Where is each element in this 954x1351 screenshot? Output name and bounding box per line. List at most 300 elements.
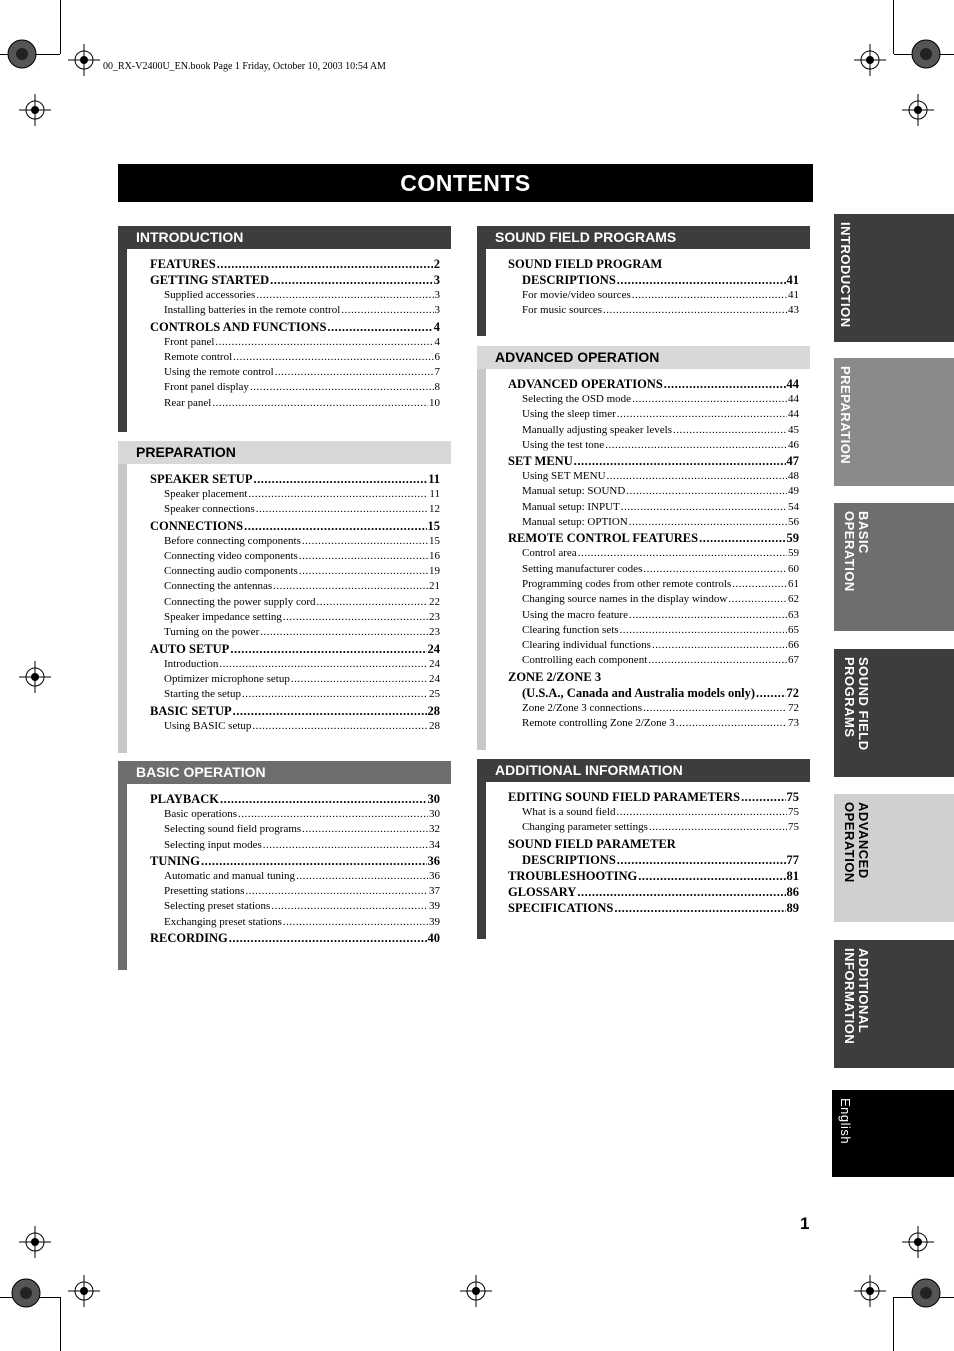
toc-entry[interactable] <box>508 469 799 484</box>
toc-entry[interactable] <box>150 518 440 534</box>
toc-entry[interactable] <box>150 719 440 734</box>
toc-dot-leader <box>302 822 428 837</box>
toc-entry[interactable] <box>150 838 440 853</box>
toc-dot-leader <box>215 335 433 350</box>
side-tab-label: PREPARATION <box>838 366 853 465</box>
toc-page-number: 10 <box>429 396 440 409</box>
toc-page-number: 4 <box>434 335 440 348</box>
toc-dot-leader <box>242 687 428 702</box>
side-tab-sound-field-programs[interactable] <box>834 649 954 777</box>
toc-entry-title: Manual setup: SOUND <box>522 485 626 498</box>
toc-page-number: 24 <box>429 672 440 685</box>
toc-entry[interactable] <box>150 335 440 350</box>
toc-dot-leader <box>616 805 787 820</box>
file-header: 00_RX-V2400U_EN.book Page 1 Friday, October 10, 2003 10:54 AM <box>103 61 386 72</box>
toc-entry-title: AUTO SETUP <box>150 641 230 656</box>
toc-entry-title: What is a sound field <box>522 806 616 818</box>
side-tab-advanced-operation[interactable] <box>834 794 954 922</box>
toc-entry[interactable] <box>150 256 440 272</box>
toc-entry-title: Front panel <box>164 335 215 348</box>
toc-entry[interactable] <box>508 288 799 303</box>
toc-entry-title: Using the macro feature <box>522 608 628 621</box>
toc-entry-title: Supplied accessories <box>164 289 256 301</box>
toc-page-number: 23 <box>429 626 440 639</box>
toc-entry-title: CONTROLS AND FUNCTIONS <box>150 319 327 334</box>
toc-entry-title: Clearing individual functions <box>522 639 651 652</box>
toc-page-number: 28 <box>427 703 440 718</box>
toc-entry-title: DESCRIPTIONS <box>522 273 616 287</box>
toc-entry-title: Rear panel <box>164 396 212 409</box>
toc-dot-leader <box>302 534 428 549</box>
section-preparation <box>118 441 451 753</box>
toc-entry[interactable] <box>508 685 799 701</box>
toc-entry[interactable] <box>508 836 799 852</box>
toc-entry-title: SPEAKER SETUP <box>150 472 253 486</box>
toc-entry-title: Speaker impedance setting <box>164 611 282 624</box>
toc-entry[interactable] <box>150 579 440 594</box>
toc-page-number: 3 <box>434 289 440 301</box>
toc-dot-leader <box>252 719 428 734</box>
toc-page-number: 8 <box>434 381 440 394</box>
toc-entry[interactable] <box>508 669 799 685</box>
toc-entry-title: DESCRIPTIONS <box>522 852 616 867</box>
toc-entry-title: Connecting audio components <box>164 565 298 578</box>
toc-entry[interactable] <box>150 672 440 687</box>
toc-entry[interactable] <box>150 884 440 899</box>
toc-page-number: 21 <box>429 580 440 593</box>
toc-page-number: 65 <box>788 623 799 636</box>
toc-dot-leader <box>233 350 433 365</box>
page-title: CONTENTS <box>118 164 813 202</box>
toc-entry[interactable] <box>508 701 799 716</box>
toc-entry-title: TUNING <box>150 853 201 868</box>
toc-page-number: 72 <box>786 685 799 700</box>
toc-dot-leader <box>341 303 433 318</box>
toc-entry[interactable] <box>150 915 440 930</box>
toc-page-number: 56 <box>788 516 799 529</box>
section-basic-operation <box>118 761 451 970</box>
toc-entry-title: ZONE 2/ZONE 3 <box>508 669 602 684</box>
toc-page-number: 3 <box>434 304 440 317</box>
toc-entry[interactable] <box>150 564 440 579</box>
toc-page-number: 41 <box>788 289 799 301</box>
toc-dot-leader <box>263 838 428 853</box>
toc-page-number: 44 <box>788 408 799 421</box>
side-tab-basic-operation[interactable] <box>834 503 954 631</box>
toc-page-number: 11 <box>429 488 440 500</box>
toc-entry-title: Automatic and manual tuning <box>164 869 296 882</box>
toc-entry-title: BASIC SETUP <box>150 703 232 718</box>
toc-page-number: 4 <box>433 319 440 334</box>
side-tab-english[interactable] <box>832 1090 954 1177</box>
toc-entry-title: Selecting sound field programs <box>164 823 302 836</box>
toc-page-number: 62 <box>788 593 799 606</box>
toc-dot-leader <box>629 515 787 530</box>
toc-entry[interactable] <box>508 530 799 546</box>
toc-page-number: 19 <box>429 565 440 578</box>
section-heading: ADDITIONAL INFORMATION <box>477 759 810 782</box>
toc-entry[interactable] <box>508 653 799 668</box>
toc-page-number: 60 <box>788 562 799 575</box>
toc-dot-leader <box>273 579 428 594</box>
toc-entry-title: Connecting video components <box>164 549 298 562</box>
toc-page-number: 75 <box>788 821 799 834</box>
toc-dot-leader <box>649 820 787 835</box>
toc-dot-leader <box>617 852 786 868</box>
toc-dot-leader <box>327 319 432 335</box>
toc-entry-title: Using SET MENU <box>522 470 606 483</box>
toc-page-number: 15 <box>429 534 440 547</box>
toc-entry-title: Manual setup: OPTION <box>522 516 628 529</box>
toc-entry[interactable] <box>508 592 799 607</box>
toc-list <box>508 256 799 319</box>
toc-dot-leader <box>256 502 428 517</box>
toc-list <box>508 789 799 916</box>
toc-entry[interactable] <box>150 641 440 657</box>
toc-page-number: 66 <box>788 639 799 652</box>
toc-page-number: 24 <box>427 641 440 656</box>
toc-dot-leader <box>229 930 427 946</box>
toc-list <box>150 471 440 734</box>
toc-list <box>508 376 799 731</box>
toc-entry[interactable] <box>150 288 440 303</box>
toc-entry[interactable] <box>508 303 799 318</box>
toc-entry[interactable] <box>508 515 799 530</box>
toc-dot-leader <box>632 288 787 303</box>
toc-entry[interactable] <box>150 365 440 380</box>
toc-entry-title: Exchanging preset stations <box>164 915 282 928</box>
toc-entry[interactable] <box>150 534 440 549</box>
toc-entry-title: Installing batteries in the remote control <box>164 304 341 317</box>
toc-entry-title: SOUND FIELD PARAMETER <box>508 836 676 851</box>
toc-entry-title: Controlling each component <box>522 654 648 667</box>
toc-entry[interactable] <box>508 423 799 438</box>
toc-entry[interactable] <box>508 623 799 638</box>
side-tab-label: INTRODUCTION <box>838 222 853 328</box>
toc-page-number: 30 <box>427 792 440 806</box>
toc-entry-title: Setting manufacturer codes <box>522 562 643 575</box>
section-heading: BASIC OPERATION <box>118 761 451 784</box>
toc-dot-leader <box>629 608 787 623</box>
toc-entry-title: (U.S.A., Canada and Australia models only) <box>522 685 756 700</box>
toc-dot-leader <box>614 900 785 916</box>
toc-page-number: 46 <box>788 438 799 451</box>
toc-entry[interactable] <box>508 500 799 515</box>
toc-dot-leader <box>577 884 785 900</box>
toc-entry-title: SET MENU <box>508 454 573 469</box>
toc-entry[interactable] <box>150 807 440 822</box>
toc-dot-leader <box>605 438 787 453</box>
toc-entry-title: TROUBLESHOOTING <box>508 868 638 883</box>
toc-dot-leader <box>238 807 428 822</box>
toc-entry[interactable] <box>150 272 440 288</box>
toc-list <box>150 791 440 946</box>
toc-page-number: 12 <box>429 503 440 516</box>
toc-dot-leader <box>673 423 787 438</box>
toc-entry-title: Turning on the power <box>164 626 260 639</box>
toc-page-number: 25 <box>429 688 440 701</box>
toc-entry[interactable] <box>150 703 440 719</box>
toc-entry[interactable] <box>150 350 440 365</box>
section-heading: ADVANCED OPERATION <box>477 346 810 369</box>
toc-entry[interactable] <box>508 546 799 561</box>
toc-entry-title: SOUND FIELD PROGRAM <box>508 257 663 271</box>
toc-dot-leader <box>617 407 787 422</box>
toc-entry[interactable] <box>150 595 440 610</box>
toc-dot-leader <box>578 546 787 561</box>
toc-entry[interactable] <box>508 453 799 469</box>
side-tab-additional-information[interactable] <box>834 940 954 1068</box>
toc-page-number: 44 <box>788 393 799 405</box>
toc-page-number: 22 <box>429 595 440 608</box>
toc-entry[interactable] <box>150 822 440 837</box>
section-additional-information <box>477 759 810 939</box>
toc-entry-title: PLAYBACK <box>150 792 219 806</box>
toc-page-number: 40 <box>427 931 440 946</box>
toc-dot-leader <box>741 789 785 805</box>
toc-entry-title: Changing parameter settings <box>522 821 648 834</box>
toc-entry-title: ADVANCED OPERATIONS <box>508 377 663 391</box>
toc-dot-leader <box>299 549 428 564</box>
toc-dot-leader <box>248 487 428 502</box>
toc-page-number: 73 <box>788 717 799 730</box>
toc-entry-title: Basic operations <box>164 808 238 820</box>
toc-entry-title: REMOTE CONTROL FEATURES <box>508 531 699 546</box>
toc-dot-leader <box>230 641 426 657</box>
toc-entry-title: Remote control <box>164 350 233 363</box>
toc-dot-leader <box>260 625 428 640</box>
toc-entry[interactable] <box>150 549 440 564</box>
toc-page-number: 23 <box>429 611 440 624</box>
toc-entry-title: Speaker placement <box>164 488 248 500</box>
toc-entry[interactable] <box>508 256 799 272</box>
toc-entry-title: Selecting input modes <box>164 838 262 851</box>
toc-entry-title: CONNECTIONS <box>150 518 244 533</box>
toc-dot-leader <box>283 915 428 930</box>
toc-page-number: 47 <box>786 454 799 469</box>
side-tab-label: BASIC OPERATION <box>842 511 871 592</box>
toc-dot-leader <box>632 392 787 407</box>
toc-entry-title: Using the sleep timer <box>522 408 616 421</box>
toc-dot-leader <box>244 518 426 534</box>
toc-entry[interactable] <box>508 407 799 422</box>
toc-page-number: 67 <box>788 654 799 667</box>
section-sound-field-programs <box>477 226 810 336</box>
toc-dot-leader <box>699 530 785 546</box>
toc-entry[interactable] <box>150 853 440 869</box>
toc-dot-leader <box>275 365 434 380</box>
toc-entry-title: For movie/video sources <box>522 289 631 301</box>
toc-dot-leader <box>603 303 787 318</box>
toc-entry-title: Before connecting components <box>164 534 301 547</box>
toc-entry[interactable] <box>508 805 799 820</box>
toc-dot-leader <box>664 376 786 392</box>
toc-entry-title: Changing source names in the display window <box>522 593 728 606</box>
toc-page-number: 6 <box>434 350 440 363</box>
toc-dot-leader <box>732 577 787 592</box>
toc-page-number: 81 <box>786 868 799 883</box>
section-heading: INTRODUCTION <box>118 226 451 249</box>
toc-dot-leader <box>212 396 428 411</box>
toc-page-number: 45 <box>788 423 799 436</box>
toc-page-number: 61 <box>788 577 799 590</box>
toc-dot-leader <box>621 500 787 515</box>
toc-entry-title: Using the test tone <box>522 438 605 451</box>
toc-page-number: 86 <box>786 884 799 899</box>
toc-dot-leader <box>253 471 427 487</box>
toc-entry[interactable] <box>150 502 440 517</box>
toc-dot-leader <box>271 899 428 914</box>
toc-dot-leader <box>220 791 427 807</box>
toc-entry-title: Programming codes from other remote controls <box>522 577 732 590</box>
section-heading: PREPARATION <box>118 441 451 464</box>
toc-page-number: 75 <box>788 806 799 818</box>
toc-page-number: 59 <box>788 547 799 560</box>
section-heading: SOUND FIELD PROGRAMS <box>477 226 810 249</box>
toc-entry[interactable] <box>150 899 440 914</box>
toc-dot-leader <box>676 716 787 731</box>
toc-entry[interactable] <box>150 487 440 502</box>
toc-entry-title: Using the remote control <box>164 366 274 379</box>
toc-entry-title: Optimizer microphone setup <box>164 672 290 685</box>
toc-page-number: 11 <box>428 472 440 486</box>
toc-dot-leader <box>283 610 428 625</box>
toc-page-number: 24 <box>429 657 440 670</box>
toc-entry-title: Selecting preset stations <box>164 900 271 913</box>
toc-page-number: 36 <box>427 853 440 868</box>
toc-entry-title: Manual setup: INPUT <box>522 500 620 513</box>
toc-entry-title: Presetting stations <box>164 885 245 898</box>
toc-entry[interactable] <box>508 716 799 731</box>
toc-dot-leader <box>648 653 787 668</box>
toc-dot-leader <box>728 592 787 607</box>
toc-entry[interactable] <box>150 791 440 807</box>
toc-entry[interactable] <box>150 625 440 640</box>
toc-page-number: 3 <box>433 273 440 287</box>
toc-entry-title: Remote controlling Zone 2/Zone 3 <box>522 717 675 730</box>
toc-entry[interactable] <box>508 272 799 288</box>
toc-entry-title: Zone 2/Zone 3 connections <box>522 701 643 714</box>
toc-dot-leader <box>250 380 434 395</box>
toc-entry[interactable] <box>150 303 440 318</box>
toc-page-number: 77 <box>786 852 799 867</box>
toc-entry[interactable] <box>508 852 799 868</box>
toc-entry[interactable] <box>508 884 799 900</box>
toc-page-number: 63 <box>788 608 799 621</box>
toc-page-number: 30 <box>429 808 440 820</box>
toc-dot-leader <box>643 701 787 716</box>
toc-page-number: 2 <box>433 257 440 271</box>
toc-entry-title: Connecting the power supply cord <box>164 595 316 608</box>
toc-entry[interactable] <box>150 396 440 411</box>
toc-entry[interactable] <box>508 900 799 916</box>
toc-dot-leader <box>620 623 787 638</box>
toc-entry[interactable] <box>508 577 799 592</box>
toc-page-number: 39 <box>429 900 440 913</box>
toc-page-number: 89 <box>786 900 799 915</box>
toc-entry[interactable] <box>150 657 440 672</box>
toc-entry[interactable] <box>508 438 799 453</box>
toc-page-number: 39 <box>429 915 440 928</box>
toc-page-number: 49 <box>788 485 799 498</box>
toc-entry[interactable] <box>150 380 440 395</box>
toc-entry[interactable] <box>150 319 440 335</box>
toc-entry[interactable] <box>150 687 440 702</box>
toc-dot-leader <box>233 703 427 719</box>
toc-entry[interactable] <box>150 930 440 946</box>
toc-entry[interactable] <box>508 789 799 805</box>
toc-entry-title: SPECIFICATIONS <box>508 900 614 915</box>
toc-entry[interactable] <box>508 638 799 653</box>
toc-dot-leader <box>643 562 787 577</box>
side-tab-label: ADDITIONAL INFORMATION <box>842 948 871 1045</box>
toc-dot-leader <box>607 469 787 484</box>
side-tab-label: SOUND FIELD PROGRAMS <box>842 657 871 751</box>
toc-entry-title: Connecting the antennas <box>164 580 273 593</box>
toc-page-number: 16 <box>429 549 440 562</box>
toc-entry[interactable] <box>150 471 440 487</box>
toc-dot-leader <box>626 484 787 499</box>
toc-entry-title: GETTING STARTED <box>150 273 270 287</box>
toc-entry[interactable] <box>508 608 799 623</box>
toc-dot-leader <box>317 595 428 610</box>
toc-entry-title: Introduction <box>164 657 219 670</box>
toc-entry-title: Using BASIC setup <box>164 719 252 732</box>
toc-entry[interactable] <box>508 376 799 392</box>
toc-dot-leader <box>291 672 428 687</box>
toc-entry[interactable] <box>508 868 799 884</box>
toc-dot-leader <box>638 868 785 884</box>
page-number: 1 <box>800 1214 810 1233</box>
toc-entry[interactable] <box>150 869 440 884</box>
toc-page-number: 7 <box>434 366 440 379</box>
toc-entry[interactable] <box>508 562 799 577</box>
toc-dot-leader <box>219 657 428 672</box>
toc-page-number: 43 <box>788 304 799 317</box>
toc-dot-leader <box>217 256 433 272</box>
toc-page-number: 41 <box>786 273 799 287</box>
toc-entry-title: Front panel display <box>164 381 249 394</box>
toc-page-number: 28 <box>429 719 440 732</box>
toc-page-number: 37 <box>429 885 440 898</box>
toc-page-number: 32 <box>429 823 440 836</box>
side-tab-introduction[interactable] <box>834 214 954 342</box>
toc-entry-title: Control area <box>522 547 577 560</box>
toc-entry[interactable] <box>508 392 799 407</box>
toc-entry-title: Clearing function sets <box>522 623 619 636</box>
section-advanced-operation <box>477 346 810 750</box>
toc-entry-title: EDITING SOUND FIELD PARAMETERS <box>508 790 741 804</box>
toc-page-number: 59 <box>786 531 799 546</box>
toc-page-number: 15 <box>427 518 440 533</box>
toc-page-number: 75 <box>786 790 799 804</box>
side-tab-preparation[interactable] <box>834 358 954 486</box>
toc-entry-title: Selecting the OSD mode <box>522 393 632 405</box>
side-tab-label: English <box>838 1098 853 1145</box>
toc-entry-title: For music sources <box>522 304 603 317</box>
toc-page-number: 36 <box>429 869 440 882</box>
toc-dot-leader <box>270 272 433 288</box>
side-tab-label: ADVANCED OPERATION <box>842 802 871 883</box>
toc-entry[interactable] <box>508 820 799 835</box>
section-introduction <box>118 226 451 432</box>
toc-dot-leader <box>299 564 428 579</box>
toc-page-number: 34 <box>429 838 440 851</box>
toc-entry-title: RECORDING <box>150 931 228 946</box>
toc-entry[interactable] <box>150 610 440 625</box>
toc-page-number: 44 <box>786 377 799 391</box>
toc-entry[interactable] <box>508 484 799 499</box>
